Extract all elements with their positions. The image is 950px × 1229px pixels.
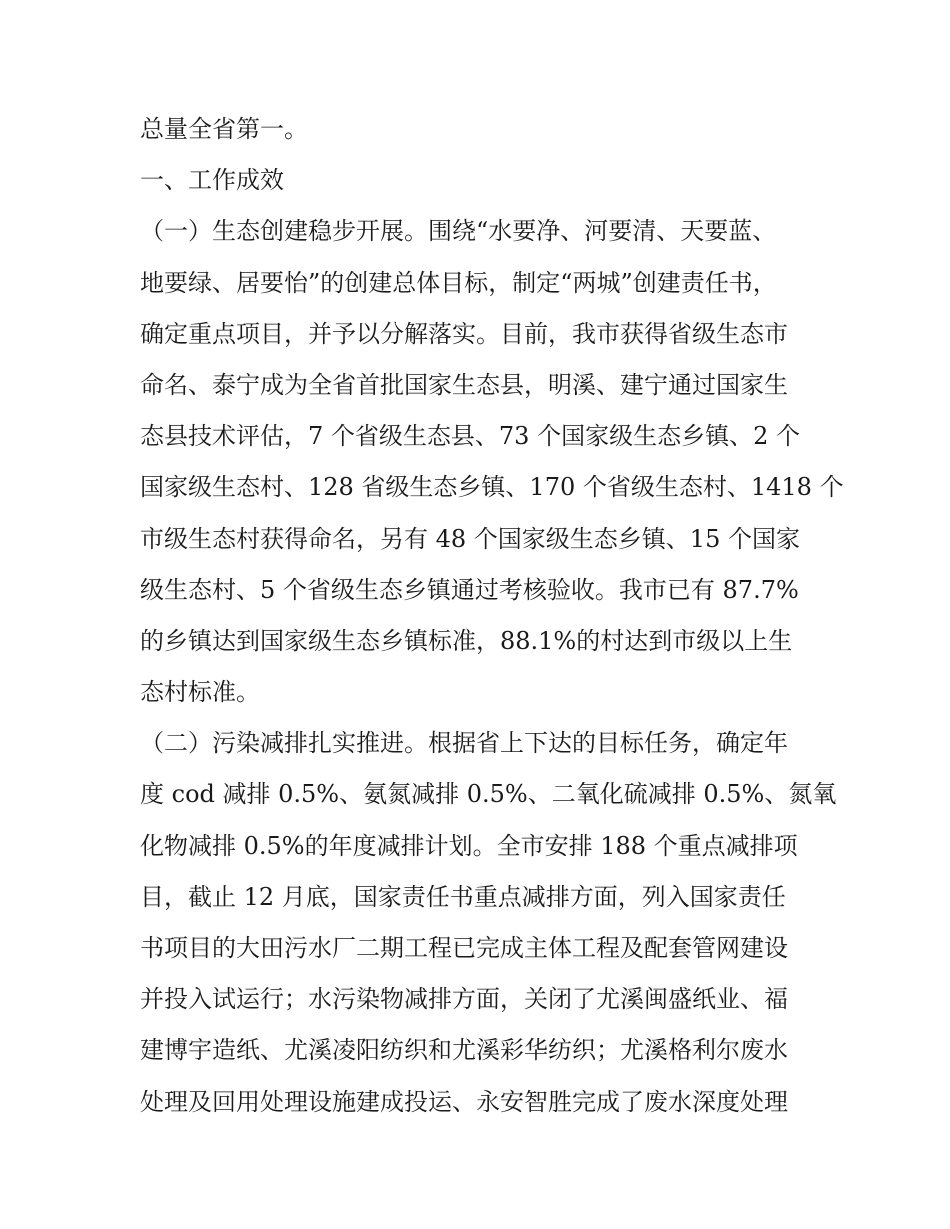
paragraph-line: 确定重点项目，并予以分解落实。目前，我市获得省级生态市: [140, 319, 788, 348]
paragraph-line: （二）污染减排扎实推进。根据省上下达的目标任务，确定年: [140, 729, 788, 758]
continuation-line: 总量全省第一。: [140, 115, 308, 143]
paragraph-line: 化物减排 0.5%的年度减排计划。全市安排 188 个重点减排项: [140, 831, 798, 860]
section-heading: 一、工作成效: [140, 166, 284, 195]
paragraph-line: 国家级生态村、128 省级生态乡镇、170 个省级生态村、1418 个: [140, 473, 844, 502]
paragraph-line: 并投入试运行；水污染物减排方面，关闭了尤溪闽盛纸业、福: [140, 985, 788, 1014]
document-body: [140, 109, 844, 1133]
paragraph-line: 的乡镇达到国家级生态乡镇标准，88.1%的村达到市级以上生: [140, 626, 793, 655]
paragraph-line: 建博宇造纸、尤溪凌阳纺织和尤溪彩华纺织；尤溪格利尔废水: [140, 1036, 788, 1065]
paragraph-line: 态县技术评估，7 个省级生态县、73 个国家级生态乡镇、2 个: [140, 422, 800, 451]
paragraph-line: 市级生态村获得命名，另有 48 个国家级生态乡镇、15 个国家: [140, 524, 800, 553]
paragraph-line: （一）生态创建稳步开展。围绕“水要净、河要清、天要蓝、: [140, 217, 777, 246]
paragraph-line: 命名、泰宁成为全省首批国家生态县，明溪、建宁通过国家生: [140, 370, 788, 399]
paragraph-line: 书项目的大田污水厂二期工程已完成主体工程及配套管网建设: [140, 934, 788, 962]
paragraph-line: 度 cod 减排 0.5%、氨氮减排 0.5%、二氧化硫减排 0.5%、氮氧: [140, 780, 837, 809]
paragraph-line: 处理及回用处理设施建成投运、永安智胜完成了废水深度处理: [140, 1087, 788, 1116]
paragraph-line: 目，截止 12 月底，国家责任书重点减排方面，列入国家责任: [140, 882, 786, 911]
paragraph-line: 态村标准。: [140, 678, 260, 707]
paragraph-line: 地要绿、居要怡”的创建总体目标，制定“两城”创建责任书，: [140, 268, 777, 297]
paragraph-line: 级生态村、5 个省级生态乡镇通过考核验收。我市已有 87.7%: [140, 575, 799, 604]
